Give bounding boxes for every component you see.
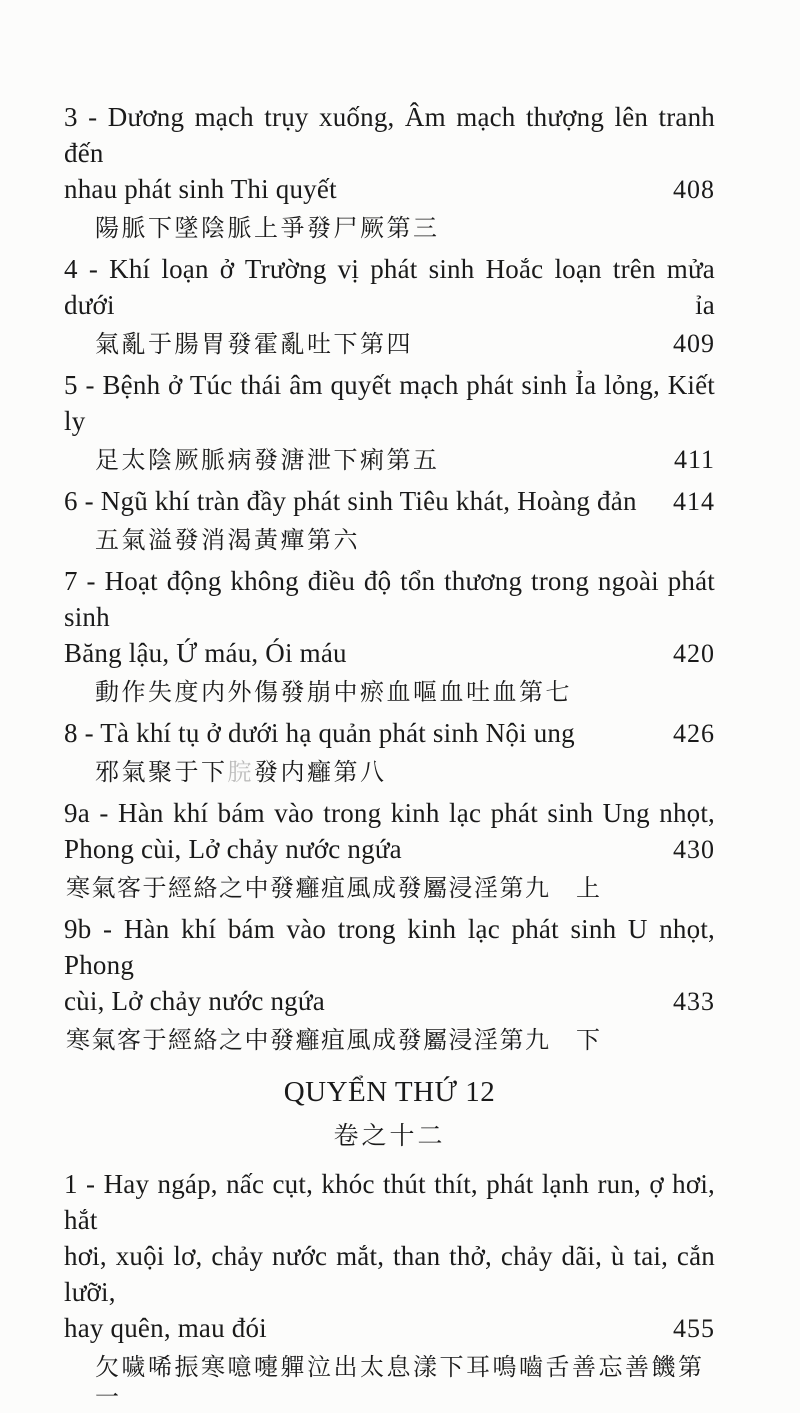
toc-line-text: 氣亂于腸胃發霍亂吐下第四: [95, 332, 413, 358]
toc-line: 1 - Hay ngáp, nấc cụt, khóc thút thít, phát lạnh run, ợ hơi, hắt: [64, 1169, 715, 1235]
toc-line: 9b - Hàn khí bám vào trong kinh lạc phát sinh U nhọt, Phong: [64, 914, 715, 980]
toc-line: 9a - Hàn khí bám vào trong kinh lạc phát sinh Ung nhọt,: [64, 798, 715, 828]
toc-line-text: 足太陰厥脈病發溏泄下痢第五: [95, 448, 440, 474]
toc-line: [64, 831, 715, 868]
page-number: 455: [673, 1314, 715, 1343]
toc-line: [64, 1310, 715, 1347]
toc-line-text: Phong cùi, Lở chảy nước ngứa: [64, 834, 402, 864]
page-number: 411: [673, 445, 715, 474]
toc-line: 7 - Hoạt động không điều độ tổn thương trong ngoài phát sinh: [64, 566, 715, 632]
toc-line-cjk: 陽脈下墜陰脈上爭發尸厥第三: [95, 216, 440, 242]
toc-line-cjk: [64, 329, 715, 360]
toc-line: [64, 483, 715, 520]
toc-line-cjk: 寒氣客于經絡之中發癰疽風成發屬浸淫第九 下: [66, 1028, 602, 1054]
toc-line-cjk: 動作失度内外傷發崩中瘀血嘔血吐血第七: [95, 680, 572, 706]
toc-line: [64, 715, 715, 752]
smudged-character: 脘: [227, 760, 254, 786]
toc-line: [64, 983, 715, 1020]
toc-line-cjk: 五氣溢發消渴黃癉第六: [95, 528, 360, 554]
toc-line-text: hay quên, mau đói: [64, 1313, 267, 1343]
section-heading-cjk: 卷之十二: [333, 1123, 446, 1150]
toc-line-text: cùi, Lở chảy nước ngứa: [64, 986, 325, 1016]
toc-line: 5 - Bệnh ở Túc thái âm quyết mạch phát sinh Ỉa lỏng, Kiết ly: [64, 370, 715, 436]
toc-line-cjk: 寒氣客于經絡之中發癰疽風成發屬浸淫第九 上: [66, 876, 602, 902]
toc-line: [64, 635, 715, 672]
toc-line-text: nhau phát sinh Thi quyết: [64, 174, 337, 204]
toc-line: 3 - Dương mạch trụy xuống, Âm mạch thượng lên tranh đến: [64, 102, 715, 168]
toc-line: 4 - Khí loạn ở Trường vị phát sinh Hoắc loạn trên mửa dưới ỉa: [64, 254, 715, 320]
section-heading: QUYỂN THỨ 12: [283, 1076, 496, 1108]
toc-line-cjk: [64, 445, 715, 476]
toc-line: hơi, xuội lơ, chảy nước mắt, than thở, chảy dãi, ù tai, cắn lưỡi,: [64, 1241, 715, 1307]
page-number: 430: [673, 835, 715, 864]
toc-line: [64, 171, 715, 208]
toc-line-cjk: 欠噦唏振寒噫嚏軃泣出太息漾下耳鳴嚙舌善忘善饑第一: [95, 1355, 705, 1411]
toc-line-text: Băng lậu, Ứ máu, Ói máu: [64, 638, 347, 668]
page-number: 420: [673, 639, 715, 668]
page-number: 433: [673, 987, 715, 1016]
toc-line-text: 8 - Tà khí tụ ở dưới hạ quản phát sinh Nội ung: [64, 718, 575, 748]
toc-line-text: 6 - Ngũ khí tràn đầy phát sinh Tiêu khát, Hoàng đản: [64, 486, 637, 516]
toc-line-text: 邪氣聚于下: [95, 760, 228, 786]
page-number: 426: [673, 719, 715, 748]
toc-line-text: 發内癰第八: [254, 760, 387, 786]
page-number: 408: [673, 175, 715, 204]
page-number: 414: [673, 487, 715, 516]
toc-line-cjk: [64, 758, 715, 788]
page-number: 409: [673, 329, 715, 358]
